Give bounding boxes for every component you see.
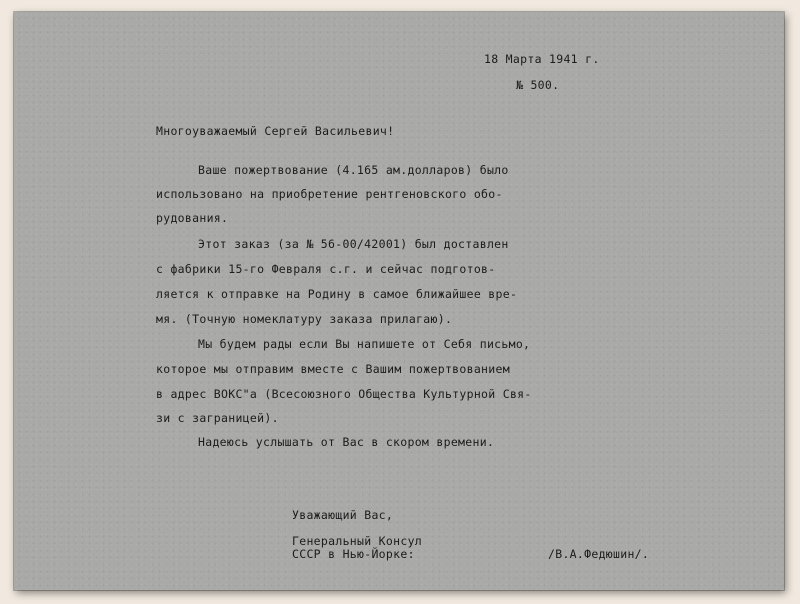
body-line: мя. (Точную номеклатуру заказа прилагаю). bbox=[156, 312, 453, 326]
body-line: Надеюсь услышать от Вас в скором времени. bbox=[198, 435, 495, 449]
body-line: ляется к отправке на Родину в самое ближайшее вре- bbox=[156, 287, 518, 301]
body-line: в адрес ВОКС"а (Всесоюзного Общества Культурной Свя- bbox=[156, 387, 532, 401]
body-line: которое мы отправим вместе с Вашим пожертвованием bbox=[156, 362, 510, 376]
body-line: Ваше пожертвование (4.165 ам.долларов) было bbox=[198, 163, 509, 177]
letter-date: 18 Марта 1941 г. bbox=[484, 52, 600, 66]
body-line: рудования. bbox=[156, 211, 229, 225]
body-line: Этот заказ (за № 56-00/42001) был доставлен bbox=[198, 237, 509, 251]
signature-title-line-2: СССР в Нью-Йорке: bbox=[292, 547, 415, 561]
body-line: с фабрики 15-го Февраля с.г. и сейчас подготов- bbox=[156, 262, 496, 276]
body-line: использовано на приобретение рентгеновского обо- bbox=[156, 187, 503, 201]
letter-paper bbox=[14, 12, 784, 590]
letter-closing: Уважающий Вас, bbox=[292, 508, 394, 522]
body-line: зи с заграницей). bbox=[156, 411, 279, 425]
signature-title-line-1: Генеральный Консул bbox=[292, 534, 423, 548]
letter-salutation: Многоуважаемый Сергей Васильевич! bbox=[156, 124, 395, 138]
letter-number: № 500. bbox=[516, 78, 560, 92]
body-line: Мы будем рады если Вы напишете от Себя письмо, bbox=[198, 337, 531, 351]
signer-name: /В.А.Федюшин/. bbox=[548, 547, 650, 561]
